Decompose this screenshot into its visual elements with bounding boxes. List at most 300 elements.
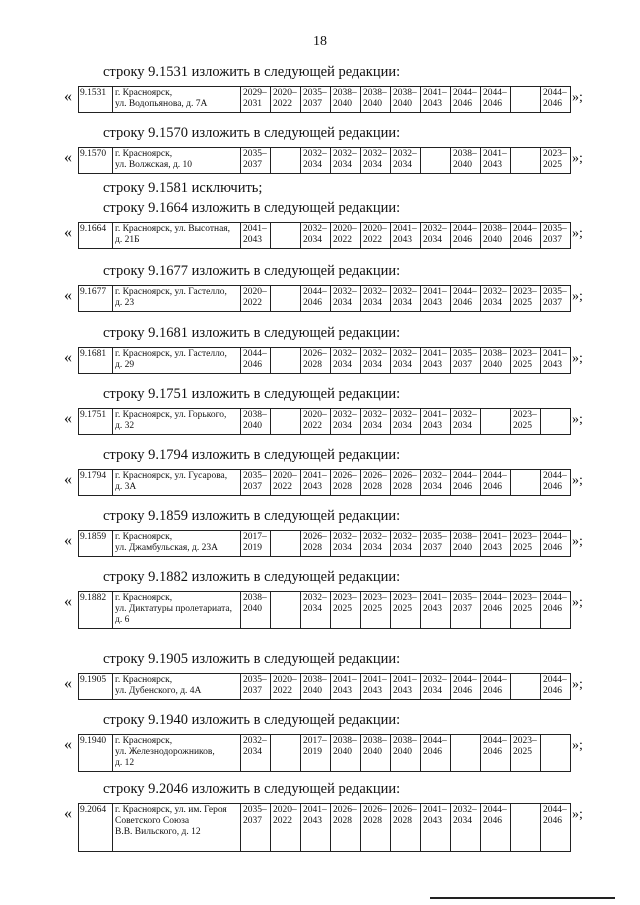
year-part: 2035–: [243, 471, 267, 481]
year-part: 2028: [303, 360, 322, 370]
year-part: [273, 160, 298, 171]
address-line: г. Красноярск,: [115, 736, 173, 746]
year-part: [273, 349, 298, 360]
year-range-cell: [331, 470, 361, 496]
address-line: г. Красноярск,: [115, 593, 173, 603]
year-part: [273, 235, 298, 246]
year-part: 2044–: [483, 88, 507, 98]
year-part: 2040: [333, 747, 352, 757]
year-part: 2037: [453, 360, 472, 370]
year-part: 2032–: [393, 410, 417, 420]
year-range-cell: [301, 148, 331, 174]
year-part: 2034: [483, 298, 502, 308]
year-range-cell: [451, 735, 481, 772]
open-quote: «: [64, 410, 72, 427]
year-part: 2028: [333, 816, 352, 826]
year-part: [513, 149, 538, 160]
year-range-cell: [241, 348, 271, 374]
year-range-cell: [421, 348, 451, 374]
year-part: 2022: [273, 99, 292, 109]
year-part: 2032–: [453, 805, 477, 815]
year-range-cell: [301, 87, 331, 113]
year-part: 2032–: [453, 410, 477, 420]
address-cell: [113, 87, 241, 113]
year-part: 2046: [513, 235, 532, 245]
year-range-cell: [271, 87, 301, 113]
table-row: [79, 735, 571, 772]
row-number: 9.1664: [79, 223, 113, 249]
amendment-table: [78, 673, 571, 700]
year-part: 2032–: [243, 736, 267, 746]
year-part: 2037: [243, 816, 262, 826]
year-range-cell: [241, 804, 271, 852]
year-part: 2023–: [543, 149, 567, 159]
year-range-cell: [541, 409, 571, 435]
year-part: 2035–: [303, 88, 327, 98]
address-cell: [113, 592, 241, 629]
year-range-cell: [451, 804, 481, 852]
year-part: 2023–: [393, 593, 417, 603]
year-part: 2043: [423, 298, 442, 308]
year-part: 2034: [453, 421, 472, 431]
year-part: 2026–: [393, 805, 417, 815]
year-part: [273, 298, 298, 309]
year-part: 2046: [543, 816, 562, 826]
year-part: 2025: [513, 747, 532, 757]
year-part: 2041–: [543, 349, 567, 359]
year-range-cell: [241, 148, 271, 174]
amendment-table: [78, 347, 571, 374]
address-line: ул. Волжская, д. 10: [115, 160, 193, 170]
year-part: 2041–: [483, 532, 507, 542]
year-part: 2041–: [243, 224, 267, 234]
year-range-cell: [421, 286, 451, 312]
year-range-cell: [361, 409, 391, 435]
year-range-cell: [481, 531, 511, 557]
year-part: 2041–: [363, 675, 387, 685]
year-range-cell: [391, 223, 421, 249]
year-range-cell: [511, 286, 541, 312]
year-part: 2035–: [243, 149, 267, 159]
year-part: 2034: [393, 360, 412, 370]
year-part: 2043: [423, 99, 442, 109]
year-part: 2023–: [513, 349, 537, 359]
year-part: 2020–: [273, 805, 297, 815]
year-range-cell: [301, 470, 331, 496]
year-part: 2046: [243, 360, 262, 370]
year-range-cell: [391, 348, 421, 374]
year-part: [483, 410, 508, 421]
year-part: 2025: [513, 421, 532, 431]
close-quote: »;: [572, 151, 583, 166]
row-number: 9.1905: [79, 674, 113, 700]
year-part: 2046: [483, 747, 502, 757]
year-part: 2034: [393, 160, 412, 170]
row-number: 9.1859: [79, 531, 113, 557]
address-line: д. 23: [115, 298, 135, 308]
year-part: 2043: [393, 235, 412, 245]
year-part: 2043: [303, 816, 322, 826]
year-part: 2034: [363, 298, 382, 308]
year-range-cell: [271, 735, 301, 772]
amendment-table: [78, 591, 571, 629]
close-quote: »;: [572, 473, 583, 488]
year-part: 2044–: [543, 593, 567, 603]
year-part: 2046: [453, 686, 472, 696]
year-part: 2034: [333, 160, 352, 170]
year-part: 2031: [243, 99, 262, 109]
year-range-cell: [451, 409, 481, 435]
year-part: [273, 543, 298, 554]
year-part: 2019: [243, 543, 262, 553]
address-line: д. 21Б: [115, 235, 140, 245]
year-part: 2037: [243, 686, 262, 696]
year-part: 2020–: [273, 471, 297, 481]
year-range-cell: [511, 592, 541, 629]
year-range-cell: [301, 223, 331, 249]
address-line: ул. Водопьянова, д. 7А: [115, 99, 208, 109]
year-range-cell: [271, 592, 301, 629]
year-part: [513, 482, 538, 493]
year-part: 2034: [363, 360, 382, 370]
open-quote: «: [64, 287, 72, 304]
year-part: 2046: [303, 298, 322, 308]
address-line: д. 6: [115, 615, 130, 625]
year-range-cell: [331, 592, 361, 629]
year-part: 2025: [363, 604, 382, 614]
year-part: 2044–: [243, 349, 267, 359]
year-range-cell: [301, 409, 331, 435]
year-range-cell: [481, 286, 511, 312]
year-part: 2019: [303, 747, 322, 757]
section-heading: строку 9.1859 изложить в следующей редакции:: [103, 508, 401, 524]
year-part: [543, 736, 568, 747]
amendment-table: [78, 469, 571, 496]
address-cell: [113, 223, 241, 249]
year-part: 2044–: [483, 593, 507, 603]
year-range-cell: [361, 531, 391, 557]
year-range-cell: [481, 223, 511, 249]
year-part: 2046: [483, 99, 502, 109]
year-range-cell: [421, 470, 451, 496]
year-part: 2034: [333, 543, 352, 553]
year-range-cell: [421, 223, 451, 249]
year-range-cell: [541, 286, 571, 312]
year-part: 2032–: [333, 287, 357, 297]
year-part: 2028: [363, 816, 382, 826]
year-part: 2023–: [513, 593, 537, 603]
year-part: 2043: [423, 816, 442, 826]
year-part: 2041–: [423, 410, 447, 420]
year-part: [543, 747, 568, 758]
year-part: 2041–: [423, 593, 447, 603]
open-quote: «: [64, 349, 72, 366]
year-part: 2023–: [513, 532, 537, 542]
year-part: 2046: [543, 99, 562, 109]
year-part: 2025: [333, 604, 352, 614]
year-part: 2035–: [453, 593, 477, 603]
year-range-cell: [421, 804, 451, 852]
year-part: 2043: [543, 360, 562, 370]
close-quote: »;: [572, 534, 583, 549]
year-part: 2023–: [513, 410, 537, 420]
year-part: 2034: [453, 816, 472, 826]
year-part: 2032–: [363, 349, 387, 359]
section-heading: строку 9.1664 изложить в следующей редакции:: [103, 200, 401, 216]
year-range-cell: [391, 804, 421, 852]
year-part: 2017–: [303, 736, 327, 746]
year-range-cell: [421, 148, 451, 174]
address-cell: [113, 148, 241, 174]
year-part: 2046: [483, 482, 502, 492]
year-range-cell: [391, 148, 421, 174]
section-heading: строку 9.1570 изложить в следующей редакции:: [103, 125, 401, 141]
open-quote: «: [64, 224, 72, 241]
year-part: 2041–: [303, 471, 327, 481]
year-part: 2041–: [423, 287, 447, 297]
year-part: 2032–: [393, 532, 417, 542]
section-heading: строку 9.1531 изложить в следующей редакции:: [103, 64, 401, 80]
close-quote: »;: [572, 90, 583, 105]
address-line: ул. Джамбульская, д. 23А: [115, 543, 218, 553]
address-cell: [113, 470, 241, 496]
year-part: 2040: [363, 99, 382, 109]
year-part: 2040: [243, 421, 262, 431]
year-part: 2020–: [303, 410, 327, 420]
year-part: 2034: [333, 421, 352, 431]
year-range-cell: [451, 592, 481, 629]
address-line: г. Красноярск, ул. Горького,: [115, 410, 227, 420]
year-part: 2041–: [423, 88, 447, 98]
address-cell: [113, 674, 241, 700]
year-range-cell: [481, 804, 511, 852]
year-part: 2038–: [243, 593, 267, 603]
year-part: [453, 736, 478, 747]
year-range-cell: [511, 148, 541, 174]
year-part: 2023–: [333, 593, 357, 603]
year-part: 2035–: [243, 675, 267, 685]
year-part: 2034: [423, 235, 442, 245]
year-range-cell: [301, 286, 331, 312]
year-part: 2040: [483, 360, 502, 370]
year-range-cell: [451, 148, 481, 174]
year-part: 2035–: [543, 224, 567, 234]
year-range-cell: [331, 735, 361, 772]
year-part: 2044–: [453, 224, 477, 234]
address-cell: [113, 348, 241, 374]
address-line: Советского Союза: [115, 816, 190, 826]
table-row: [79, 674, 571, 700]
year-part: 2046: [423, 747, 442, 757]
address-line: г. Красноярск,: [115, 675, 173, 685]
year-range-cell: [391, 735, 421, 772]
address-line: г. Красноярск,: [115, 149, 173, 159]
address-line: г. Красноярск,: [115, 532, 173, 542]
year-range-cell: [451, 223, 481, 249]
year-part: 2034: [333, 360, 352, 370]
year-range-cell: [301, 674, 331, 700]
year-range-cell: [271, 470, 301, 496]
year-part: 2040: [453, 160, 472, 170]
year-part: 2026–: [393, 471, 417, 481]
year-part: [273, 593, 298, 604]
year-part: 2025: [513, 543, 532, 553]
address-line: г. Красноярск, ул. им. Героя: [115, 805, 227, 815]
year-range-cell: [481, 409, 511, 435]
year-part: 2026–: [333, 805, 357, 815]
row-number: 9.1681: [79, 348, 113, 374]
amendment-table: [78, 222, 571, 249]
year-range-cell: [481, 348, 511, 374]
year-part: 2038–: [483, 224, 507, 234]
year-part: 2025: [513, 604, 532, 614]
year-part: 2046: [453, 99, 472, 109]
year-part: 2044–: [423, 736, 447, 746]
year-part: 2022: [333, 235, 352, 245]
year-part: 2044–: [543, 532, 567, 542]
year-part: [273, 736, 298, 747]
open-quote: «: [64, 805, 72, 822]
row-number: 9.1531: [79, 87, 113, 113]
year-range-cell: [511, 348, 541, 374]
year-range-cell: [331, 286, 361, 312]
year-range-cell: [331, 409, 361, 435]
address-line: В.В. Вильского, д. 12: [115, 827, 201, 837]
year-part: 2040: [393, 99, 412, 109]
year-part: 2046: [483, 604, 502, 614]
year-part: [273, 747, 298, 758]
year-part: 2023–: [513, 287, 537, 297]
table-row: [79, 409, 571, 435]
address-line: г. Красноярск, ул. Гусарова,: [115, 471, 228, 481]
year-range-cell: [451, 348, 481, 374]
close-quote: »;: [572, 807, 583, 822]
year-part: 2026–: [363, 805, 387, 815]
year-part: 2032–: [333, 532, 357, 542]
year-part: 2032–: [423, 675, 447, 685]
year-part: 2043: [423, 360, 442, 370]
year-part: 2044–: [303, 287, 327, 297]
address-line: г. Красноярск, ул. Гастелло,: [115, 287, 227, 297]
year-part: 2034: [333, 298, 352, 308]
amendment-table: [78, 285, 571, 312]
table-row: [79, 148, 571, 174]
year-part: 2022: [243, 298, 262, 308]
year-range-cell: [361, 592, 391, 629]
close-quote: »;: [572, 677, 583, 692]
address-line: д. 3А: [115, 482, 137, 492]
year-part: 2043: [483, 543, 502, 553]
year-part: 2026–: [333, 471, 357, 481]
year-part: 2032–: [363, 149, 387, 159]
year-range-cell: [421, 674, 451, 700]
year-part: 2038–: [393, 736, 417, 746]
year-part: 2038–: [243, 410, 267, 420]
year-range-cell: [331, 531, 361, 557]
year-range-cell: [241, 674, 271, 700]
year-part: 2038–: [303, 675, 327, 685]
year-part: 2028: [363, 482, 382, 492]
year-range-cell: [481, 87, 511, 113]
open-quote: «: [64, 675, 72, 692]
year-part: 2028: [393, 816, 412, 826]
year-part: 2032–: [363, 410, 387, 420]
year-range-cell: [271, 223, 301, 249]
year-part: 2037: [423, 543, 442, 553]
address-cell: [113, 531, 241, 557]
year-part: 2038–: [363, 736, 387, 746]
year-part: 2041–: [333, 675, 357, 685]
year-part: 2044–: [453, 675, 477, 685]
year-part: 2032–: [423, 471, 447, 481]
year-part: 2034: [393, 421, 412, 431]
address-line: ул. Дубенского, д. 4А: [115, 686, 202, 696]
year-range-cell: [361, 735, 391, 772]
year-part: 2028: [303, 543, 322, 553]
year-part: 2044–: [483, 471, 507, 481]
amendment-table: [78, 734, 571, 772]
section-heading: строку 9.1794 изложить в следующей редакции:: [103, 447, 401, 463]
year-part: 2025: [393, 604, 412, 614]
row-number: 9.1794: [79, 470, 113, 496]
year-part: 2043: [303, 482, 322, 492]
year-part: 2038–: [483, 349, 507, 359]
year-range-cell: [391, 674, 421, 700]
year-part: 2040: [303, 686, 322, 696]
year-part: 2034: [303, 604, 322, 614]
year-part: 2020–: [243, 287, 267, 297]
year-part: [273, 532, 298, 543]
section-heading: строку 9.1882 изложить в следующей редакции:: [103, 569, 401, 585]
section-heading: строку 9.1677 изложить в следующей редакции:: [103, 263, 401, 279]
year-part: 2032–: [333, 410, 357, 420]
year-part: 2034: [363, 160, 382, 170]
row-number: 9.1570: [79, 148, 113, 174]
table-row: [79, 592, 571, 629]
year-part: 2038–: [363, 88, 387, 98]
year-part: 2043: [423, 604, 442, 614]
address-line: д. 12: [115, 758, 135, 768]
year-part: [273, 149, 298, 160]
year-part: [423, 149, 448, 160]
year-part: 2038–: [453, 149, 477, 159]
year-range-cell: [241, 531, 271, 557]
year-part: 2044–: [453, 287, 477, 297]
year-range-cell: [241, 592, 271, 629]
year-part: 2044–: [453, 88, 477, 98]
close-quote: »;: [572, 289, 583, 304]
address-line: ул. Железнодорожников,: [115, 747, 215, 757]
year-part: 2034: [303, 235, 322, 245]
year-part: [423, 160, 448, 171]
year-part: 2022: [363, 235, 382, 245]
year-range-cell: [361, 223, 391, 249]
table-row: [79, 470, 571, 496]
year-part: 2032–: [423, 224, 447, 234]
section-heading: строку 9.1751 изложить в следующей редакции:: [103, 386, 401, 402]
year-part: 2041–: [393, 675, 417, 685]
table-row: [79, 223, 571, 249]
year-range-cell: [271, 531, 301, 557]
year-part: 2044–: [453, 471, 477, 481]
year-part: [513, 160, 538, 171]
year-part: 2032–: [333, 349, 357, 359]
year-part: 2038–: [333, 88, 357, 98]
year-range-cell: [391, 409, 421, 435]
year-part: 2041–: [393, 224, 417, 234]
address-line: г. Красноярск, ул. Высотная,: [115, 224, 231, 234]
year-range-cell: [511, 674, 541, 700]
